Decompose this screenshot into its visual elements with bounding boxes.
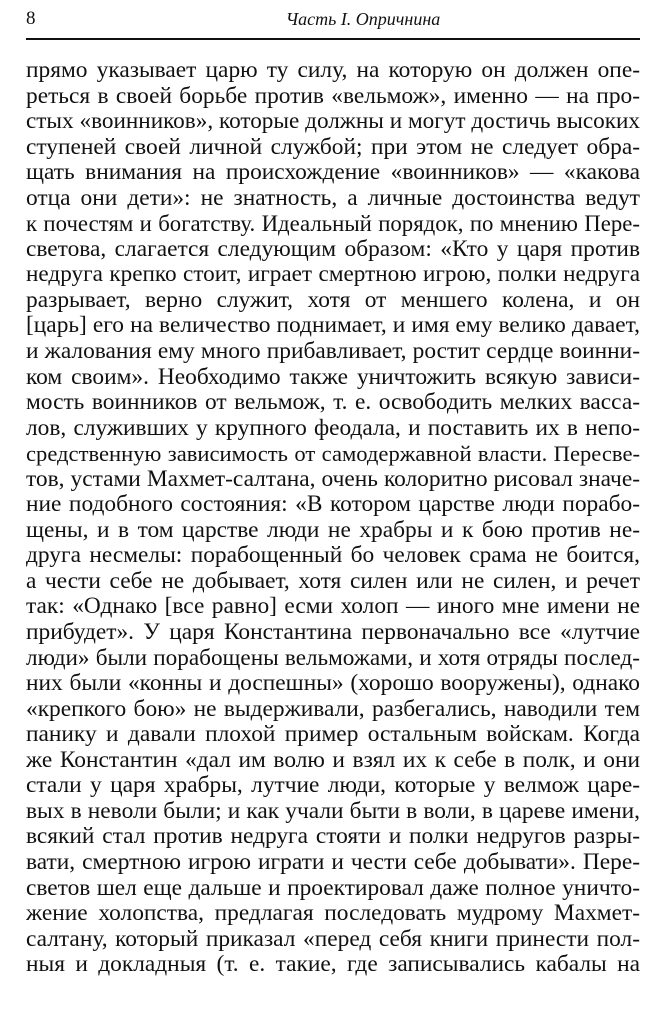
text-line: жение холопства, предлагая последовать мудрому Махмет- [26,901,640,927]
text-line: ступеней своей личной службой; при этом не следует обра- [26,134,640,160]
text-line: тов, устами Махмет-салтана, очень колоритно рисовал значе- [26,466,640,492]
text-line: недруга крепко стоит, играет смертною игрою, полки недруга [26,262,640,288]
text-line: прямо указывает царю ту силу, на которую он должен опе- [26,58,640,83]
text-line: щены, и в том царстве люди не храбры и к бою против не- [26,517,640,543]
text-line: разрывает, верно служит, хотя от меншего колена, и он [26,287,640,313]
text-line: стали у царя храбры, лутчие люди, которые у велмож царе- [26,773,640,799]
text-line: ныя и докладныя (т. е. такие, где записывались кабалы на [26,952,640,978]
text-line: отца они дети»: не знатность, а личные достоинства ведут [26,185,640,211]
text-line: ние подобного состояния: «В котором царстве люди порабо- [26,492,640,518]
page-header [26,8,640,32]
text-line: «крепкого бою» не выдерживали, разбегались, наводили тем [26,696,640,722]
header-rule [26,38,640,40]
text-line: вых в неволи были; и как учали быти в воли, в цареве имени, [26,798,640,824]
text-line: панику и давали плохой пример остальным войскам. Когда [26,722,640,748]
text-line: щать внимания на происхождение «воинников» — «какова [26,160,640,186]
text-line: светова, слагается следующим образом: «Кто у царя против [26,236,640,262]
text-line: люди» были порабощены вельможами, и хотя отряды послед- [26,645,640,671]
text-line: вати, смертною игрою играти и чести себе добывати». Пере- [26,849,640,875]
text-line: них были «конны и доспешны» (хорошо вооружены), однако [26,671,640,697]
text-line: средственную зависимость от самодержавной власти. Пересве- [26,441,640,467]
text-line: [царь] его на величество поднимает, и имя ему велико давает, [26,313,640,339]
text-line: прибудет». У царя Константина первоначально все «лутчие [26,620,640,646]
text-line: а чести себе не добывает, хотя силен или не силен, и речет [26,568,640,594]
text-line: стых «воинников», которые должны и могут достичь высоких [26,109,640,135]
running-title: Часть I. Опричнина [285,9,441,29]
body-text [26,58,640,978]
page-number: 8 [26,8,36,29]
text-line: салтану, который приказал «перед себя книги принести пол- [26,926,640,952]
text-line: реться в своей борьбе против «вельмож», именно — на про- [26,83,640,109]
text-line: же Константин «дал им волю и взял их к себе в полк, и они [26,747,640,773]
text-line: всякий стал против недруга стояти и полки недругов разры- [26,824,640,850]
text-line: ком своим». Необходимо также уничтожить всякую зависи- [26,364,640,390]
text-line: друга несмелы: порабощенный бо человек срама не боится, [26,543,640,569]
text-line: мость воинников от вельмож, т. е. освободить мелких васса- [26,390,640,416]
text-line: и жалования ему много прибавливает, ростит сердце воинни- [26,339,640,365]
text-line: лов, служивших у крупного феодала, и поставить их в непо- [26,415,640,441]
text-line: к почестям и богатству. Идеальный порядок, по мнению Пере- [26,211,640,237]
text-line: так: «Однако [все равно] есми холоп — иного мне имени не [26,594,640,620]
text-line: светов шел еще дальше и проектировал даже полное уничто- [26,875,640,901]
